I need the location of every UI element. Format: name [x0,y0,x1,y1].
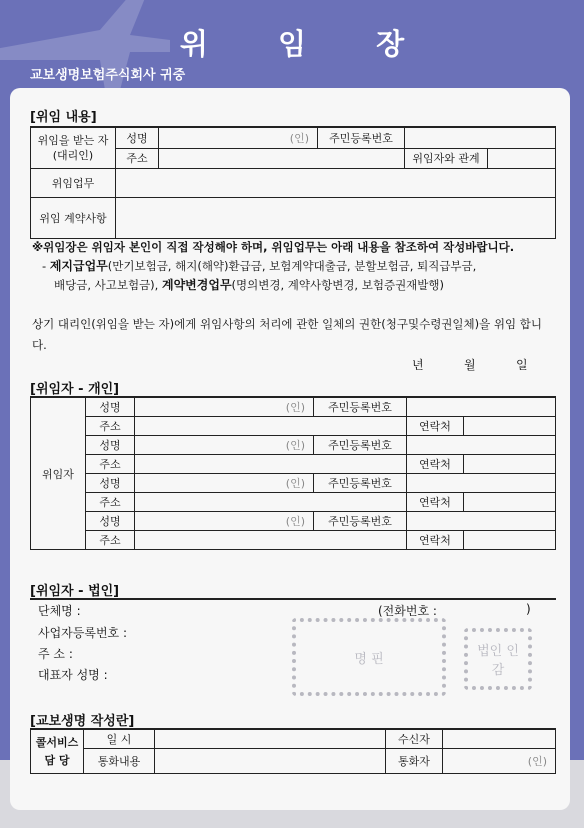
date-year: 년 [412,358,424,372]
pay-title: 제지급업무 [49,259,108,273]
callservice-label [31,729,84,774]
task-field[interactable] [116,169,556,198]
bizno-label: 사업자등록번호 : [38,626,128,640]
change-items: (명의변경, 계약사항변경, 보험증권재발행) [231,278,444,292]
addressee: 교보생명보험주식회사 귀중 [30,68,186,83]
ind3-address-field[interactable] [135,493,407,512]
pay-items: (만기보험금, 해지(해약)환급금, 보험계약대출금, 분할보험금, 퇴직급부금, [107,259,477,273]
name-label: 성명 [116,127,159,148]
section-kyobo: [교보생명 작성란] [30,714,135,729]
ind1-rrn-label: 주민등록번호 [314,397,407,417]
notes [32,238,514,295]
org-name-label: 단체명 : [38,604,81,618]
callservice-text: 콜서비스 [35,735,79,749]
seal-mark: (인) [285,477,305,490]
seal-mark: (인) [285,401,305,414]
corporate-divider [30,598,556,600]
ind4-contact-field[interactable] [464,531,556,550]
ind2-rrn-label: 주민등록번호 [314,436,407,455]
section-delegation: [위임 내용] [30,110,97,125]
page-title: 위 임 장 [179,27,435,61]
caller-label: 통화자 [386,749,443,774]
kyobo-table [30,728,556,774]
ind4-address-label: 주소 [86,531,135,550]
ind4-rrn-field[interactable] [407,512,556,531]
seal-mark: (인) [285,515,305,528]
statement: 상기 대리인(위임을 받는 자)에게 위임사항의 처리에 관한 일체의 권한(청구및수령권일체)을 위임 합니다. [32,317,542,352]
notes-line3 [32,276,514,295]
ind2-name-field[interactable] [135,436,314,455]
seal-mark: (인) [527,755,547,768]
ind1-contact-field[interactable] [464,417,556,436]
content-field[interactable] [155,749,386,774]
datetime-label: 일 시 [84,729,155,749]
matters-field[interactable] [116,198,556,239]
ind4-name-field[interactable] [135,512,314,531]
ind2-rrn-field[interactable] [407,436,556,455]
delegate-relation-field[interactable] [488,148,556,168]
delegate-address-field[interactable] [159,148,405,168]
ind3-contact-label: 연락처 [407,493,464,512]
phone-close: ) [526,602,531,616]
datetime-field[interactable] [155,729,386,749]
delegate-label-text: 위임을 받는 자 [37,134,109,147]
ind4-rrn-label: 주민등록번호 [314,512,407,531]
ind2-contact-label: 연락처 [407,455,464,474]
rep-name-label: 대표자 성명 : [38,668,108,682]
ind3-rrn-label: 주민등록번호 [314,474,407,493]
seal-mark: (인) [289,131,309,145]
content-label: 통화내용 [84,749,155,774]
individual-table [30,396,556,550]
delegate-label [31,127,116,169]
ind1-rrn-field[interactable] [407,397,556,417]
seal-mark: (인) [285,439,305,452]
delegate-sub-text: (대리인) [52,149,94,162]
ind4-address-field[interactable] [135,531,407,550]
ind1-contact-label: 연락처 [407,417,464,436]
relation-label: 위임자와 관계 [405,148,488,168]
task-label: 위임업무 [31,169,116,198]
address-label: 주소 [116,148,159,168]
ind2-name-label: 성명 [86,436,135,455]
ind3-address-label: 주소 [86,493,135,512]
ind4-name-label: 성명 [86,512,135,531]
ind1-name-field[interactable] [135,397,314,417]
matters-label: 위임 계약사항 [31,198,116,239]
ind1-address-label: 주소 [86,417,135,436]
notes-dash: - [42,259,50,273]
ind1-address-field[interactable] [135,417,407,436]
delegate-name-field[interactable] [159,127,318,148]
receiver-field[interactable] [443,729,556,749]
business-card-placeholder: 명 핀 [292,618,446,696]
form-sheet [10,88,570,810]
ind3-contact-field[interactable] [464,493,556,512]
ind3-rrn-field[interactable] [407,474,556,493]
notes-line1: ※위임장은 위임자 본인이 직접 작성해야 하며, 위임업무는 아래 내용을 참조하여 작성바랍니다. [32,240,515,254]
section-corporate: [위임자 - 법인] [30,584,120,599]
pay-items2: 배당금, 사고보험금), [54,278,162,292]
ind3-name-label: 성명 [86,474,135,493]
ind2-address-field[interactable] [135,455,407,474]
caller-field[interactable] [443,749,556,774]
date-month: 월 [464,358,476,372]
date-day: 일 [516,358,528,372]
rrn-label: 주민등록번호 [318,127,405,148]
delegation-table [30,126,556,239]
phone-label: (전화번호 : [378,604,437,618]
individual-side-label: 위임자 [31,397,86,550]
ind1-name-label: 성명 [86,397,135,417]
ind3-name-field[interactable] [135,474,314,493]
ind2-address-label: 주소 [86,455,135,474]
corporate-seal-placeholder: 법인 인감 [464,628,532,690]
change-title: 계약변경업무 [161,278,232,292]
receiver-label: 수신자 [386,729,443,749]
ind4-contact-label: 연락처 [407,531,464,550]
section-individual: [위임자 - 개인] [30,382,120,397]
corp-address-label: 주 소 : [38,647,73,661]
delegate-rrn-field[interactable] [405,127,556,148]
staff-text: 담 당 [44,753,70,767]
ind2-contact-field[interactable] [464,455,556,474]
notes-line2 [32,257,514,276]
